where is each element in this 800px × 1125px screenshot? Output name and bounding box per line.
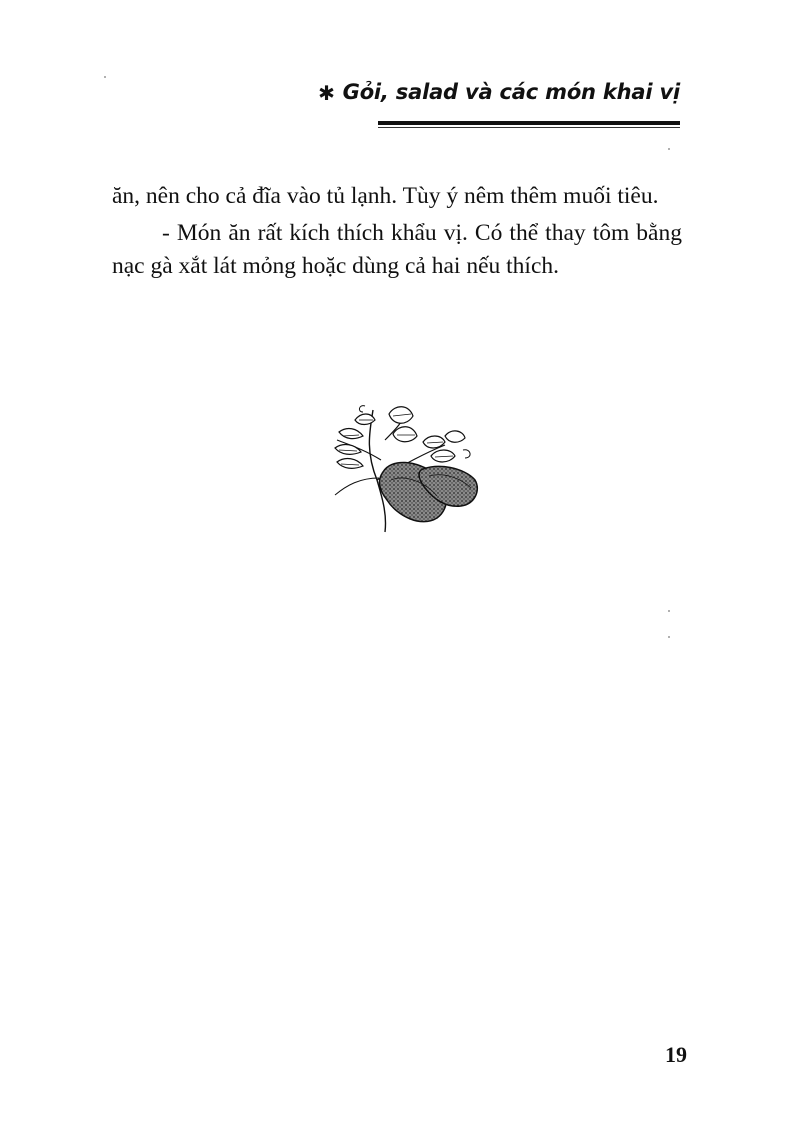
scan-speck <box>668 636 670 638</box>
header-rule <box>378 121 680 125</box>
scan-speck <box>668 610 670 612</box>
asterisk-icon: ✱ <box>318 81 335 105</box>
running-header <box>0 82 680 103</box>
tamarind-pod-illustration <box>325 400 485 540</box>
body-text <box>112 180 682 283</box>
scan-speck <box>668 148 670 150</box>
page-number: 19 <box>665 1042 687 1067</box>
scan-speck <box>104 76 106 78</box>
header-title: Gỏi, salad và các món khai vị <box>342 80 680 104</box>
paragraph-1: ăn, nên cho cả đĩa vào tủ lạnh. Tùy ý nêm thêm muối tiêu. <box>112 183 659 209</box>
paragraph-2: - Món ăn rất kích thích khẩu vị. Có thể thay tôm bằng nạc gà xắt lát mỏng hoặc dùng cả hai nếu thích. <box>112 220 682 279</box>
header-rule-thin <box>378 127 680 128</box>
